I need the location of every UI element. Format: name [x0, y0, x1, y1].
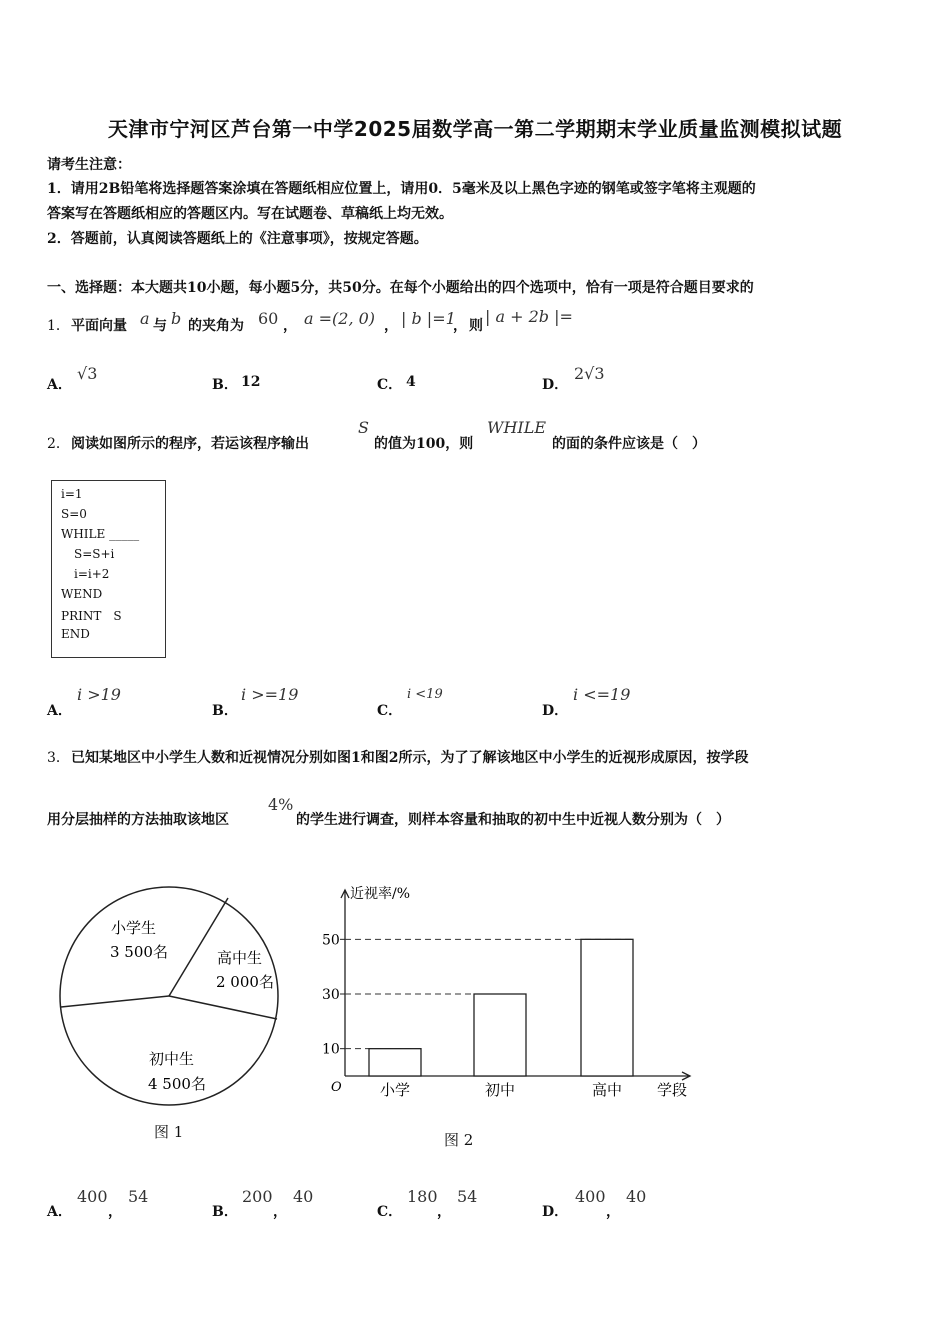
notice-line-1a: 1．请用2B铅笔将选择题答案涂填在答题纸相应位置上，请用0．5毫米及以上黑色字迹的钢笔或签字笔将主观题的: [47, 181, 756, 197]
q1-option-a-value: √3: [77, 364, 98, 383]
q3-option-a-sep: ，: [108, 1204, 122, 1220]
page-title: 天津市宁河区芦台第一中学2025届数学高一第二学期期末学业质量监测模拟试题: [107, 117, 843, 141]
q3-option-a-v1: 400: [77, 1187, 108, 1206]
pie-label-senior: 高中生: [217, 949, 263, 967]
code-line: S=S+i: [74, 547, 115, 561]
q3-line-1: 已知某地区中小学生人数和近视情况分别如图1和图2所示，为了了解该地区中小学生的近视形成原因，按学段: [71, 750, 749, 766]
figure-2-caption: 图 2: [444, 1131, 474, 1149]
q1-comma-1: ，: [283, 318, 297, 334]
q3-option-c-label[interactable]: C．: [377, 1204, 403, 1220]
pie-count-junior: 4 500名: [148, 1075, 206, 1093]
y-tick-label: 10: [322, 1041, 340, 1058]
q3-percent: 4%: [268, 795, 294, 814]
bar: [581, 939, 633, 1076]
q3-option-c-v1: 180: [407, 1187, 438, 1206]
q1-comma-3: ，: [453, 318, 467, 334]
q3-option-d-v2: 40: [626, 1187, 647, 1206]
q2-text-1: 阅读如图所示的程序，若运该程序输出: [71, 436, 309, 452]
q1-text-3: 的夹角为: [188, 318, 244, 334]
program-code-box: [51, 480, 166, 658]
q1-number: 1．: [47, 318, 70, 334]
y-tick-label: 30: [322, 987, 340, 1003]
q1-b-norm: | b |=1: [401, 309, 456, 328]
q2-text-2: 的值为100，则: [374, 436, 474, 452]
q3-option-d-sep: ，: [606, 1204, 620, 1220]
q1-text-2: 与: [153, 318, 167, 334]
notice-line-1b: 答案写在答题纸相应的答题区内。写在试题卷、草稿纸上均无效。: [47, 206, 453, 222]
q1-vector-a-value: a =(2, 0): [304, 309, 376, 328]
code-line: WEND: [61, 587, 103, 601]
q2-option-c-label[interactable]: C．: [377, 703, 403, 719]
x-category-label: 初中: [484, 1081, 516, 1099]
figure-1-caption: 图 1: [154, 1123, 184, 1141]
q1-comma-2: ，: [384, 318, 398, 334]
q1-text-1: 平面向量: [71, 318, 127, 334]
pie-label-primary: 小学生: [111, 919, 157, 937]
pie-count-primary: 3 500名: [110, 943, 168, 961]
q1-option-d-value: 2√3: [574, 364, 605, 383]
section-heading: 一、选择题：本大题共10小题，每小题5分，共50分。在每个小题给出的四个选项中，恰有一项是符合题目要求的: [47, 280, 754, 296]
q3-option-b-label[interactable]: B．: [212, 1204, 238, 1220]
q1-option-c-value: 4: [406, 374, 416, 390]
q3-option-a-label[interactable]: A．: [47, 1204, 72, 1220]
q3-option-b-sep: ，: [273, 1204, 287, 1220]
q3-option-a-v2: 54: [128, 1187, 149, 1206]
x-category-label: 小学: [379, 1081, 411, 1099]
q1-text-4: 则: [469, 318, 483, 334]
bar: [369, 1049, 421, 1076]
q2-option-a-label[interactable]: A．: [47, 703, 72, 719]
bar: [474, 994, 526, 1076]
code-line: PRINT S: [61, 609, 122, 623]
code-line: i=i+2: [74, 567, 110, 581]
origin-label: O: [331, 1080, 342, 1095]
bar-chart-bars: [369, 939, 633, 1076]
q3-option-c-v2: 54: [457, 1187, 478, 1206]
q1-option-b-label[interactable]: B．: [212, 377, 238, 393]
q3-line-2b: 的学生进行调查，则样本容量和抽取的初中生中近视人数分别为（ ）: [296, 812, 730, 828]
q3-option-d-label[interactable]: D．: [542, 1204, 569, 1220]
q2-option-b-value: i >=19: [241, 685, 299, 704]
y-axis-label: 近视率/%: [350, 886, 411, 902]
y-tick-label: 50: [322, 932, 340, 949]
q3-option-b-v1: 200: [242, 1187, 273, 1206]
q3-option-d-v1: 400: [575, 1187, 606, 1206]
q2-option-a-value: i >19: [77, 685, 121, 704]
q3-number: 3．: [47, 750, 70, 766]
q1-option-c-label[interactable]: C．: [377, 377, 403, 393]
code-line: END: [61, 627, 90, 641]
q1-vector-b: b: [171, 309, 182, 328]
q1-expression: | a + 2b |=: [485, 307, 573, 326]
q3-option-c-sep: ，: [437, 1204, 451, 1220]
bar-chart-figure-2: [310, 870, 705, 1105]
q1-angle: 60: [258, 309, 279, 328]
pie-label-junior: 初中生: [149, 1050, 195, 1068]
q1-option-d-label[interactable]: D．: [542, 377, 569, 393]
q3-line-2a: 用分层抽样的方法抽取该地区: [47, 812, 229, 828]
q2-option-b-label[interactable]: B．: [212, 703, 238, 719]
q3-option-b-v2: 40: [293, 1187, 314, 1206]
q2-var-s: S: [358, 418, 369, 437]
q2-option-d-value: i <=19: [573, 685, 631, 704]
q2-while: WHILE: [487, 418, 547, 437]
code-line: WHILE _____: [61, 527, 140, 541]
code-line: i=1: [61, 487, 83, 501]
notice-line-2: 2．答题前，认真阅读答题纸上的《注意事项》，按规定答题。: [47, 231, 428, 247]
q2-text-3: 的面的条件应该是（ ）: [552, 436, 706, 452]
x-category-label: 高中: [591, 1081, 623, 1099]
q1-option-b-value: 12: [241, 374, 261, 390]
q1-vector-a: a: [140, 309, 150, 328]
q1-option-a-label[interactable]: A．: [47, 377, 72, 393]
notice-heading: 请考生注意：: [47, 157, 131, 173]
x-axis-label: 学段: [657, 1081, 688, 1099]
q2-option-c-value: i <19: [407, 687, 443, 702]
pie-count-senior: 2 000名: [216, 973, 274, 991]
q2-option-d-label[interactable]: D．: [542, 703, 569, 719]
code-line: S=0: [61, 507, 87, 521]
q2-number: 2．: [47, 436, 70, 452]
pie-chart-figure-1: [55, 865, 290, 1115]
